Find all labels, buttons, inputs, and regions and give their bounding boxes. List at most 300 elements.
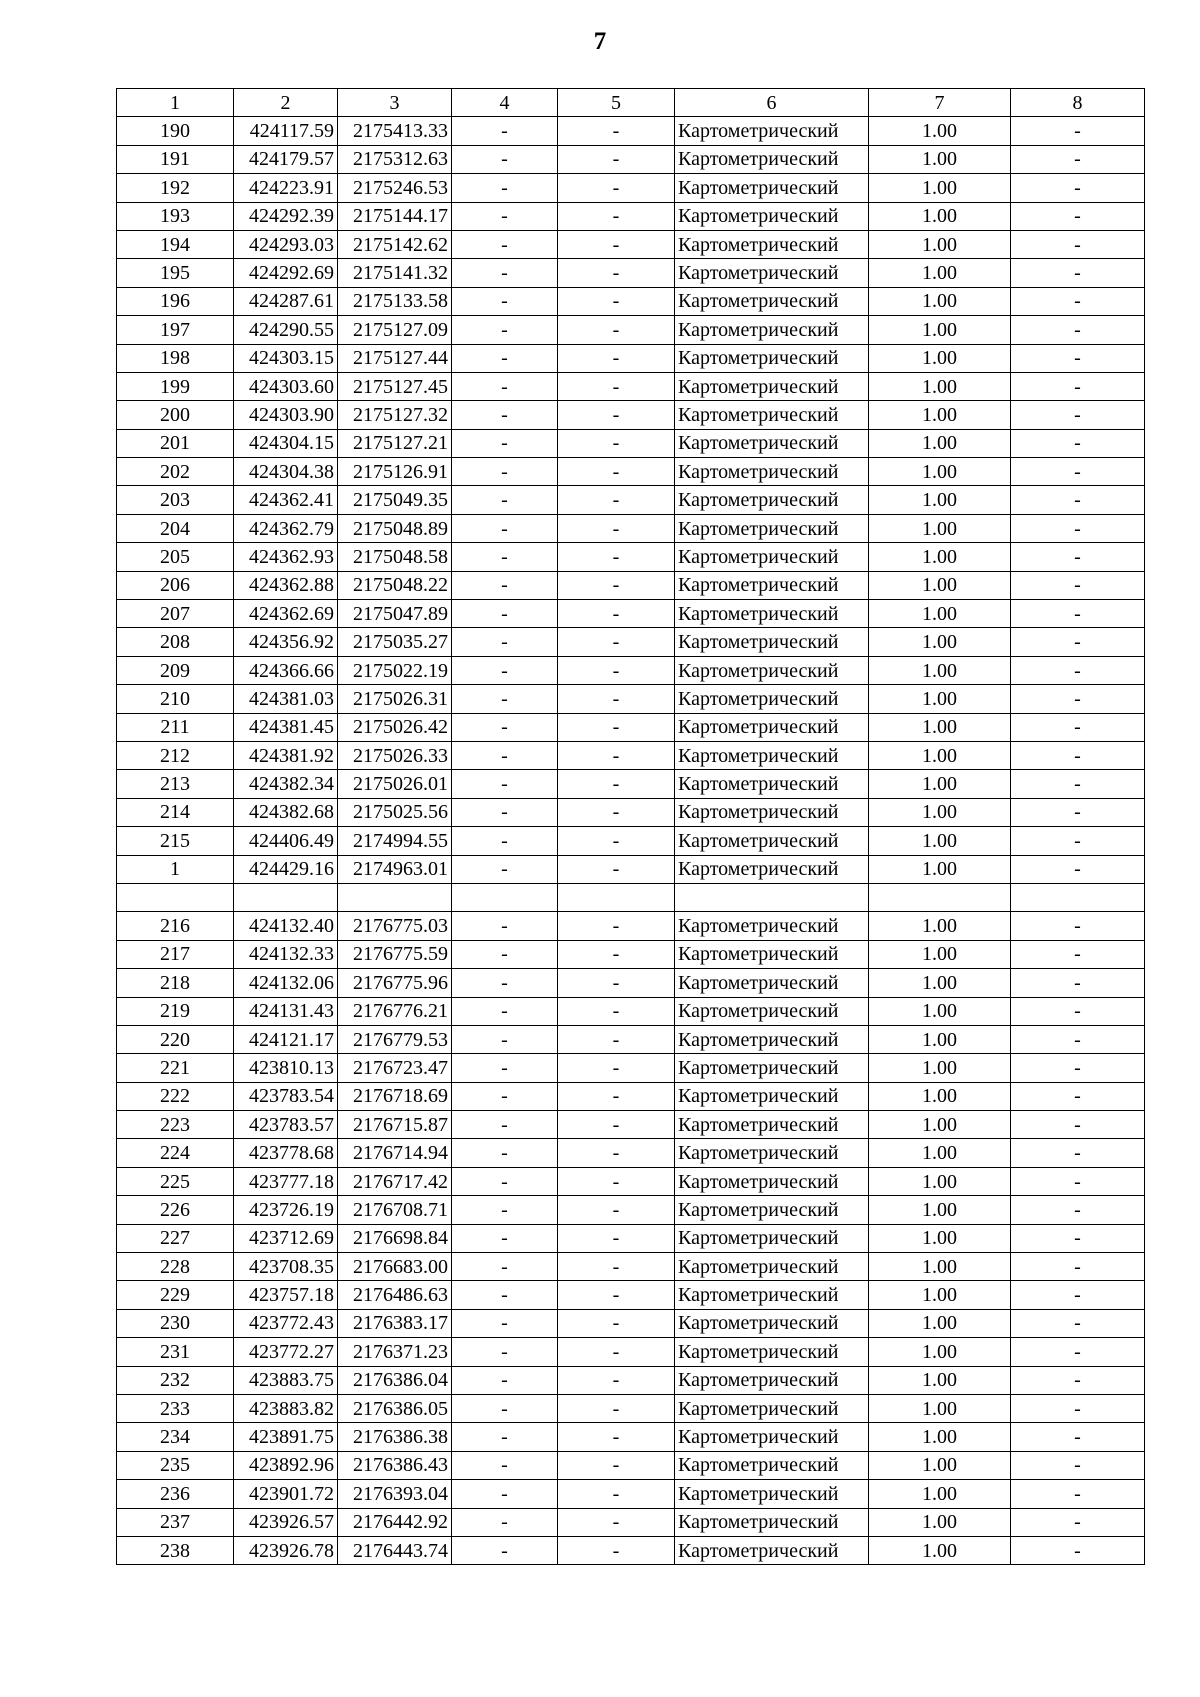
- column-5-cell: -: [558, 1196, 675, 1224]
- table-row: [117, 940, 1145, 968]
- y-coordinate-cell: 2175026.33: [338, 741, 452, 769]
- point-number-cell: 192: [117, 174, 234, 202]
- accuracy-cell: 1.00: [869, 401, 1011, 429]
- point-number-cell: 216: [117, 912, 234, 940]
- accuracy-cell: 1.00: [869, 1139, 1011, 1167]
- accuracy-cell: 1.00: [869, 458, 1011, 486]
- accuracy-cell: 1.00: [869, 741, 1011, 769]
- column-4-cell: -: [452, 259, 558, 287]
- point-number-cell: [117, 883, 234, 911]
- x-coordinate-cell: 424362.69: [234, 600, 338, 628]
- column-8-cell: -: [1011, 1167, 1145, 1195]
- column-8-cell: -: [1011, 1139, 1145, 1167]
- y-coordinate-cell: 2176775.03: [338, 912, 452, 940]
- x-coordinate-cell: 424303.15: [234, 344, 338, 372]
- column-8-cell: -: [1011, 543, 1145, 571]
- column-8-cell: -: [1011, 1480, 1145, 1508]
- method-cell: Картометрический: [675, 486, 869, 514]
- x-coordinate-cell: 424117.59: [234, 117, 338, 145]
- point-number-cell: 220: [117, 1025, 234, 1053]
- table-row: [117, 1054, 1145, 1082]
- table-row: [117, 1366, 1145, 1394]
- column-4-cell: -: [452, 741, 558, 769]
- column-5-cell: -: [558, 316, 675, 344]
- accuracy-cell: 1.00: [869, 1423, 1011, 1451]
- point-number-cell: 207: [117, 600, 234, 628]
- column-5-cell: -: [558, 1536, 675, 1564]
- accuracy-cell: 1.00: [869, 1111, 1011, 1139]
- accuracy-cell: 1.00: [869, 1536, 1011, 1564]
- column-4-cell: -: [452, 145, 558, 173]
- table-row: [117, 202, 1145, 230]
- y-coordinate-cell: 2175127.32: [338, 401, 452, 429]
- method-cell: Картометрический: [675, 1423, 869, 1451]
- method-cell: Картометрический: [675, 344, 869, 372]
- column-5-cell: -: [558, 1082, 675, 1110]
- column-5-cell: -: [558, 685, 675, 713]
- column-8-cell: -: [1011, 1536, 1145, 1564]
- column-5-cell: -: [558, 713, 675, 741]
- point-number-cell: 199: [117, 372, 234, 400]
- accuracy-cell: 1.00: [869, 1082, 1011, 1110]
- column-5-cell: -: [558, 855, 675, 883]
- table-row: [117, 798, 1145, 826]
- y-coordinate-cell: 2175025.56: [338, 798, 452, 826]
- column-8-cell: -: [1011, 316, 1145, 344]
- column-5-cell: -: [558, 202, 675, 230]
- method-cell: Картометрический: [675, 997, 869, 1025]
- method-cell: Картометрический: [675, 1508, 869, 1536]
- column-4-cell: -: [452, 486, 558, 514]
- point-number-cell: 229: [117, 1281, 234, 1309]
- point-number-cell: 211: [117, 713, 234, 741]
- y-coordinate-cell: 2175026.42: [338, 713, 452, 741]
- column-4-cell: -: [452, 1111, 558, 1139]
- column-5-cell: -: [558, 543, 675, 571]
- point-number-cell: 218: [117, 969, 234, 997]
- column-4-cell: -: [452, 1281, 558, 1309]
- accuracy-cell: 1.00: [869, 600, 1011, 628]
- column-4-cell: -: [452, 174, 558, 202]
- x-coordinate-cell: 424381.92: [234, 741, 338, 769]
- x-coordinate-cell: 423772.27: [234, 1338, 338, 1366]
- table-row: [117, 1536, 1145, 1564]
- column-8-cell: -: [1011, 1224, 1145, 1252]
- method-cell: Картометрический: [675, 1224, 869, 1252]
- x-coordinate-cell: 424132.40: [234, 912, 338, 940]
- column-8-cell: -: [1011, 827, 1145, 855]
- table-row: [117, 912, 1145, 940]
- accuracy-cell: [869, 883, 1011, 911]
- y-coordinate-cell: 2175022.19: [338, 656, 452, 684]
- x-coordinate-cell: 423883.75: [234, 1366, 338, 1394]
- column-8-cell: -: [1011, 798, 1145, 826]
- column-5-cell: -: [558, 600, 675, 628]
- column-4-cell: -: [452, 1054, 558, 1082]
- method-cell: Картометрический: [675, 230, 869, 258]
- point-number-cell: 209: [117, 656, 234, 684]
- y-coordinate-cell: 2175127.45: [338, 372, 452, 400]
- column-5-cell: -: [558, 1309, 675, 1337]
- column-5-cell: -: [558, 1451, 675, 1479]
- point-number-cell: 234: [117, 1423, 234, 1451]
- x-coordinate-cell: 424304.38: [234, 458, 338, 486]
- table-row: [117, 855, 1145, 883]
- table-row: [117, 827, 1145, 855]
- column-5-cell: -: [558, 174, 675, 202]
- accuracy-cell: 1.00: [869, 1025, 1011, 1053]
- column-8-cell: -: [1011, 1025, 1145, 1053]
- y-coordinate-cell: 2176371.23: [338, 1338, 452, 1366]
- header-cell: 5: [558, 89, 675, 117]
- accuracy-cell: 1.00: [869, 287, 1011, 315]
- column-8-cell: -: [1011, 1366, 1145, 1394]
- method-cell: Картометрический: [675, 1139, 869, 1167]
- table-row: [117, 458, 1145, 486]
- table-row: [117, 969, 1145, 997]
- column-8-cell: -: [1011, 855, 1145, 883]
- accuracy-cell: 1.00: [869, 685, 1011, 713]
- point-number-cell: 191: [117, 145, 234, 173]
- y-coordinate-cell: 2176775.59: [338, 940, 452, 968]
- accuracy-cell: 1.00: [869, 770, 1011, 798]
- column-5-cell: -: [558, 514, 675, 542]
- x-coordinate-cell: 424292.39: [234, 202, 338, 230]
- table-row: [117, 1394, 1145, 1422]
- column-4-cell: -: [452, 969, 558, 997]
- column-8-cell: -: [1011, 940, 1145, 968]
- column-5-cell: -: [558, 912, 675, 940]
- point-number-cell: 238: [117, 1536, 234, 1564]
- table-row: [117, 1451, 1145, 1479]
- point-number-cell: 225: [117, 1167, 234, 1195]
- column-5-cell: -: [558, 940, 675, 968]
- column-8-cell: -: [1011, 628, 1145, 656]
- y-coordinate-cell: 2176698.84: [338, 1224, 452, 1252]
- column-4-cell: -: [452, 401, 558, 429]
- column-4-cell: -: [452, 458, 558, 486]
- method-cell: Картометрический: [675, 1167, 869, 1195]
- table-row: [117, 571, 1145, 599]
- table-row: [117, 656, 1145, 684]
- accuracy-cell: 1.00: [869, 1480, 1011, 1508]
- column-5-cell: -: [558, 1480, 675, 1508]
- accuracy-cell: 1.00: [869, 230, 1011, 258]
- column-5-cell: -: [558, 1338, 675, 1366]
- method-cell: Картометрический: [675, 202, 869, 230]
- column-4-cell: -: [452, 1196, 558, 1224]
- table-row: [117, 514, 1145, 542]
- x-coordinate-cell: 423926.78: [234, 1536, 338, 1564]
- x-coordinate-cell: 424362.41: [234, 486, 338, 514]
- table-row: [117, 230, 1145, 258]
- accuracy-cell: 1.00: [869, 543, 1011, 571]
- method-cell: Картометрический: [675, 259, 869, 287]
- y-coordinate-cell: 2175312.63: [338, 145, 452, 173]
- y-coordinate-cell: 2175133.58: [338, 287, 452, 315]
- column-8-cell: -: [1011, 344, 1145, 372]
- accuracy-cell: 1.00: [869, 827, 1011, 855]
- column-8-cell: -: [1011, 969, 1145, 997]
- y-coordinate-cell: 2176723.47: [338, 1054, 452, 1082]
- method-cell: Картометрический: [675, 401, 869, 429]
- column-5-cell: -: [558, 997, 675, 1025]
- method-cell: Картометрический: [675, 770, 869, 798]
- accuracy-cell: 1.00: [869, 1054, 1011, 1082]
- column-4-cell: -: [452, 429, 558, 457]
- point-number-cell: 1: [117, 855, 234, 883]
- table-row: [117, 1309, 1145, 1337]
- column-4-cell: -: [452, 1025, 558, 1053]
- table-row: [117, 1224, 1145, 1252]
- column-5-cell: -: [558, 117, 675, 145]
- method-cell: Картометрический: [675, 1309, 869, 1337]
- column-4-cell: -: [452, 372, 558, 400]
- x-coordinate-cell: 424303.60: [234, 372, 338, 400]
- accuracy-cell: 1.00: [869, 259, 1011, 287]
- column-4-cell: -: [452, 543, 558, 571]
- point-number-cell: 205: [117, 543, 234, 571]
- method-cell: Картометрический: [675, 1054, 869, 1082]
- accuracy-cell: 1.00: [869, 202, 1011, 230]
- column-5-cell: -: [558, 230, 675, 258]
- column-4-cell: -: [452, 827, 558, 855]
- accuracy-cell: 1.00: [869, 1224, 1011, 1252]
- point-number-cell: 190: [117, 117, 234, 145]
- header-cell: 6: [675, 89, 869, 117]
- column-5-cell: -: [558, 1281, 675, 1309]
- accuracy-cell: 1.00: [869, 486, 1011, 514]
- method-cell: Картометрический: [675, 685, 869, 713]
- column-8-cell: -: [1011, 1423, 1145, 1451]
- column-8-cell: -: [1011, 1281, 1145, 1309]
- point-number-cell: 202: [117, 458, 234, 486]
- accuracy-cell: 1.00: [869, 1253, 1011, 1281]
- table-row: [117, 1253, 1145, 1281]
- table-row: [117, 1281, 1145, 1309]
- accuracy-cell: 1.00: [869, 1451, 1011, 1479]
- method-cell: Картометрический: [675, 1338, 869, 1366]
- table-row: [117, 259, 1145, 287]
- header-cell: 1: [117, 89, 234, 117]
- y-coordinate-cell: 2176708.71: [338, 1196, 452, 1224]
- accuracy-cell: 1.00: [869, 316, 1011, 344]
- method-cell: Картометрический: [675, 1451, 869, 1479]
- y-coordinate-cell: 2176486.63: [338, 1281, 452, 1309]
- column-5-cell: [558, 883, 675, 911]
- accuracy-cell: 1.00: [869, 1366, 1011, 1394]
- method-cell: Картометрический: [675, 1111, 869, 1139]
- method-cell: Картометрический: [675, 713, 869, 741]
- accuracy-cell: 1.00: [869, 344, 1011, 372]
- column-4-cell: -: [452, 770, 558, 798]
- point-number-cell: 213: [117, 770, 234, 798]
- column-4-cell: [452, 883, 558, 911]
- column-4-cell: -: [452, 1224, 558, 1252]
- y-coordinate-cell: 2175048.22: [338, 571, 452, 599]
- accuracy-cell: 1.00: [869, 912, 1011, 940]
- method-cell: Картометрический: [675, 940, 869, 968]
- y-coordinate-cell: 2175026.01: [338, 770, 452, 798]
- x-coordinate-cell: 424429.16: [234, 855, 338, 883]
- header-cell: 7: [869, 89, 1011, 117]
- y-coordinate-cell: 2176442.92: [338, 1508, 452, 1536]
- column-8-cell: -: [1011, 230, 1145, 258]
- method-cell: Картометрический: [675, 287, 869, 315]
- column-4-cell: -: [452, 1139, 558, 1167]
- column-5-cell: -: [558, 1224, 675, 1252]
- accuracy-cell: 1.00: [869, 940, 1011, 968]
- accuracy-cell: 1.00: [869, 798, 1011, 826]
- y-coordinate-cell: 2175048.89: [338, 514, 452, 542]
- accuracy-cell: 1.00: [869, 1338, 1011, 1366]
- table-row: [117, 883, 1145, 911]
- column-5-cell: -: [558, 1394, 675, 1422]
- y-coordinate-cell: 2175413.33: [338, 117, 452, 145]
- method-cell: Картометрический: [675, 1253, 869, 1281]
- point-number-cell: 208: [117, 628, 234, 656]
- point-number-cell: 203: [117, 486, 234, 514]
- x-coordinate-cell: 423772.43: [234, 1309, 338, 1337]
- x-coordinate-cell: 423810.13: [234, 1054, 338, 1082]
- method-cell: Картометрический: [675, 827, 869, 855]
- point-number-cell: 215: [117, 827, 234, 855]
- column-4-cell: -: [452, 997, 558, 1025]
- column-8-cell: -: [1011, 1338, 1145, 1366]
- column-8-cell: -: [1011, 429, 1145, 457]
- table-row: [117, 685, 1145, 713]
- column-4-cell: -: [452, 1423, 558, 1451]
- x-coordinate-cell: 424382.68: [234, 798, 338, 826]
- accuracy-cell: 1.00: [869, 628, 1011, 656]
- table-row: [117, 1508, 1145, 1536]
- point-number-cell: 228: [117, 1253, 234, 1281]
- column-5-cell: -: [558, 344, 675, 372]
- x-coordinate-cell: 423783.54: [234, 1082, 338, 1110]
- method-cell: Картометрический: [675, 628, 869, 656]
- x-coordinate-cell: 423777.18: [234, 1167, 338, 1195]
- column-4-cell: -: [452, 287, 558, 315]
- x-coordinate-cell: 424131.43: [234, 997, 338, 1025]
- y-coordinate-cell: 2175126.91: [338, 458, 452, 486]
- column-8-cell: -: [1011, 287, 1145, 315]
- accuracy-cell: 1.00: [869, 1167, 1011, 1195]
- accuracy-cell: 1.00: [869, 969, 1011, 997]
- method-cell: Картометрический: [675, 1082, 869, 1110]
- x-coordinate-cell: 424406.49: [234, 827, 338, 855]
- table-row: [117, 770, 1145, 798]
- column-5-cell: -: [558, 429, 675, 457]
- method-cell: Картометрический: [675, 1480, 869, 1508]
- point-number-cell: 210: [117, 685, 234, 713]
- point-number-cell: 221: [117, 1054, 234, 1082]
- column-8-cell: -: [1011, 656, 1145, 684]
- table-row: [117, 401, 1145, 429]
- column-5-cell: -: [558, 969, 675, 997]
- method-cell: Картометрический: [675, 912, 869, 940]
- y-coordinate-cell: 2174994.55: [338, 827, 452, 855]
- accuracy-cell: 1.00: [869, 571, 1011, 599]
- column-8-cell: -: [1011, 1451, 1145, 1479]
- column-4-cell: -: [452, 1394, 558, 1422]
- column-5-cell: -: [558, 1054, 675, 1082]
- accuracy-cell: 1.00: [869, 713, 1011, 741]
- table-row: [117, 287, 1145, 315]
- y-coordinate-cell: 2175127.09: [338, 316, 452, 344]
- x-coordinate-cell: 424381.03: [234, 685, 338, 713]
- point-number-cell: 233: [117, 1394, 234, 1422]
- method-cell: Картометрический: [675, 798, 869, 826]
- table-row: [117, 1480, 1145, 1508]
- method-cell: Картометрический: [675, 656, 869, 684]
- column-8-cell: -: [1011, 145, 1145, 173]
- table-row: [117, 1025, 1145, 1053]
- method-cell: Картометрический: [675, 372, 869, 400]
- x-coordinate-cell: 424132.06: [234, 969, 338, 997]
- column-8-cell: -: [1011, 174, 1145, 202]
- column-8-cell: -: [1011, 486, 1145, 514]
- y-coordinate-cell: 2176393.04: [338, 1480, 452, 1508]
- table-row: [117, 1423, 1145, 1451]
- y-coordinate-cell: 2175141.32: [338, 259, 452, 287]
- table-row: [117, 1139, 1145, 1167]
- column-8-cell: -: [1011, 372, 1145, 400]
- accuracy-cell: 1.00: [869, 174, 1011, 202]
- table-row: [117, 344, 1145, 372]
- column-4-cell: -: [452, 1253, 558, 1281]
- point-number-cell: 231: [117, 1338, 234, 1366]
- column-4-cell: -: [452, 1480, 558, 1508]
- point-number-cell: 200: [117, 401, 234, 429]
- table-row: [117, 316, 1145, 344]
- column-4-cell: -: [452, 117, 558, 145]
- x-coordinate-cell: 424179.57: [234, 145, 338, 173]
- accuracy-cell: 1.00: [869, 514, 1011, 542]
- column-8-cell: -: [1011, 1394, 1145, 1422]
- point-number-cell: 235: [117, 1451, 234, 1479]
- column-8-cell: -: [1011, 1196, 1145, 1224]
- method-cell: [675, 883, 869, 911]
- x-coordinate-cell: 424304.15: [234, 429, 338, 457]
- column-8-cell: -: [1011, 401, 1145, 429]
- table-row: [117, 1082, 1145, 1110]
- method-cell: Картометрический: [675, 316, 869, 344]
- column-4-cell: -: [452, 685, 558, 713]
- column-8-cell: -: [1011, 1309, 1145, 1337]
- column-8-cell: -: [1011, 1111, 1145, 1139]
- method-cell: Картометрический: [675, 514, 869, 542]
- x-coordinate-cell: 423892.96: [234, 1451, 338, 1479]
- y-coordinate-cell: [338, 883, 452, 911]
- x-coordinate-cell: 423783.57: [234, 1111, 338, 1139]
- table-row: [117, 486, 1145, 514]
- method-cell: Картометрический: [675, 145, 869, 173]
- table-row: [117, 1167, 1145, 1195]
- method-cell: Картометрический: [675, 600, 869, 628]
- method-cell: Картометрический: [675, 543, 869, 571]
- x-coordinate-cell: 424382.34: [234, 770, 338, 798]
- accuracy-cell: 1.00: [869, 145, 1011, 173]
- accuracy-cell: 1.00: [869, 1281, 1011, 1309]
- x-coordinate-cell: 424292.69: [234, 259, 338, 287]
- point-number-cell: 222: [117, 1082, 234, 1110]
- y-coordinate-cell: 2176683.00: [338, 1253, 452, 1281]
- column-4-cell: -: [452, 344, 558, 372]
- column-4-cell: -: [452, 855, 558, 883]
- method-cell: Картометрический: [675, 571, 869, 599]
- table-row: [117, 145, 1145, 173]
- method-cell: Картометрический: [675, 1196, 869, 1224]
